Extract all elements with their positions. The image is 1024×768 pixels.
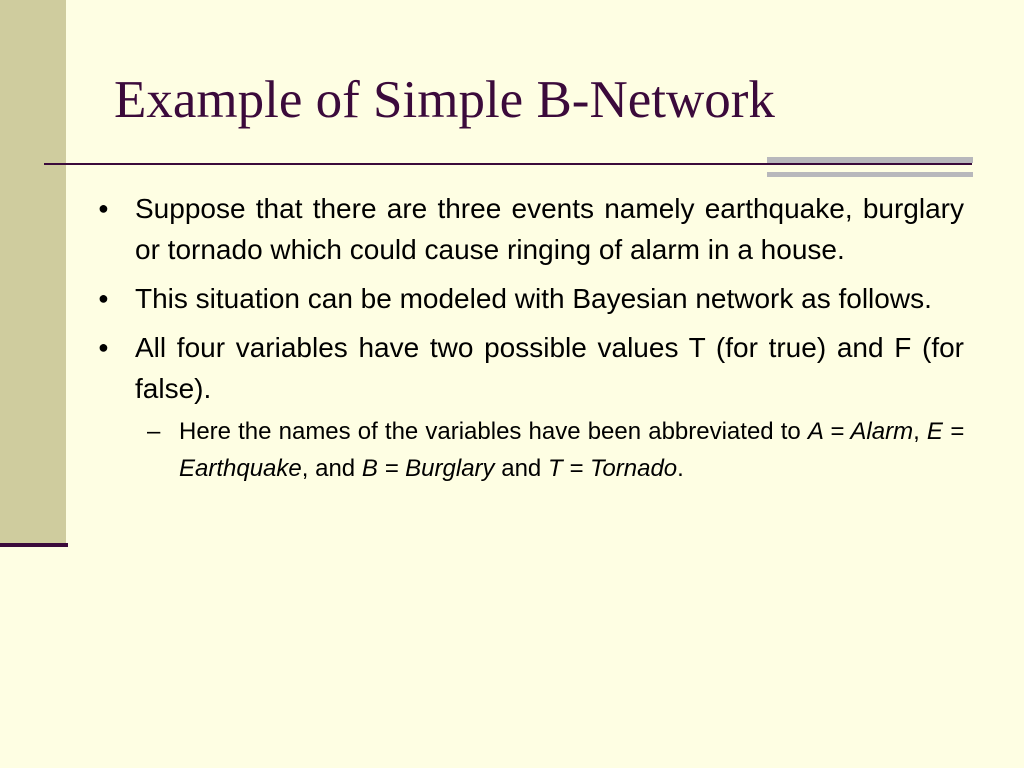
left-bar-divider [0,543,68,547]
separator: , [913,418,927,445]
bullet-dot-icon: ● [98,198,109,218]
separator: and [494,455,548,482]
bullet-text: This situation can be modeled with Bayesian network as follows. [135,283,932,314]
separator: , and [301,455,362,482]
title-rule-accent-bottom [767,172,973,177]
var-earthquake: E = Earthquake [179,418,965,482]
bullet-dot-icon: ● [98,288,109,308]
sub-bullet-intro: Here the names of the variables have been abbreviated to [179,418,808,445]
var-alarm: A = Alarm [807,418,914,445]
bullet-text: All four variables have two possible values T (for true) and F (for false). [135,332,964,404]
left-decorative-bar [0,0,66,545]
sub-bullet-text [179,418,964,482]
sentence-end: . [677,455,684,482]
bullet-item [98,327,964,409]
title-rule [44,163,972,165]
bullet-dot-icon: ● [98,337,109,357]
sub-bullet-item [135,413,964,487]
bullet-item [98,188,964,270]
var-tornado: T = Tornado [547,455,678,482]
bullet-item [98,278,964,319]
bullet-list [98,188,964,487]
bullet-text: Suppose that there are three events namely earthquake, burglary or tornado which could cause ringing of alarm in a house. [135,193,964,265]
slide-title: Example of Simple B-Network [114,71,775,129]
var-burglary: B = Burglary [361,455,495,482]
dash-icon: – [147,418,161,445]
